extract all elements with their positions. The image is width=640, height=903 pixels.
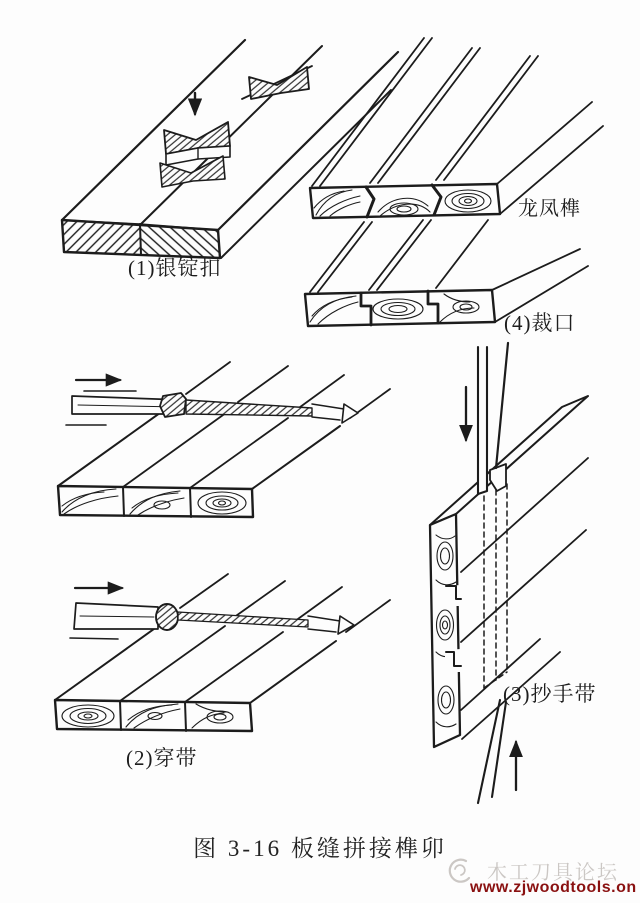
label-chuan-dai: (2)穿带	[126, 746, 198, 770]
label-chaoshou-dai: (3)抄手带	[503, 682, 597, 706]
label-longfeng-sun: 龙凤榫	[518, 198, 581, 220]
diagram-chuan-dai-upper	[58, 362, 390, 517]
diagram-chaoshou-dai	[430, 343, 588, 803]
label-yinding-kou: (1)银锭扣	[128, 256, 222, 280]
watermark-site-name: 木工刀具论坛	[487, 862, 619, 884]
label-cai-kou: (4)裁口	[504, 311, 576, 335]
figure-caption: 图 3-16 板缝拼接榫卯	[193, 836, 447, 861]
diagram-chuan-dai-lower	[55, 574, 390, 731]
watermark-url: www.zjwoodtools.on	[470, 879, 637, 896]
